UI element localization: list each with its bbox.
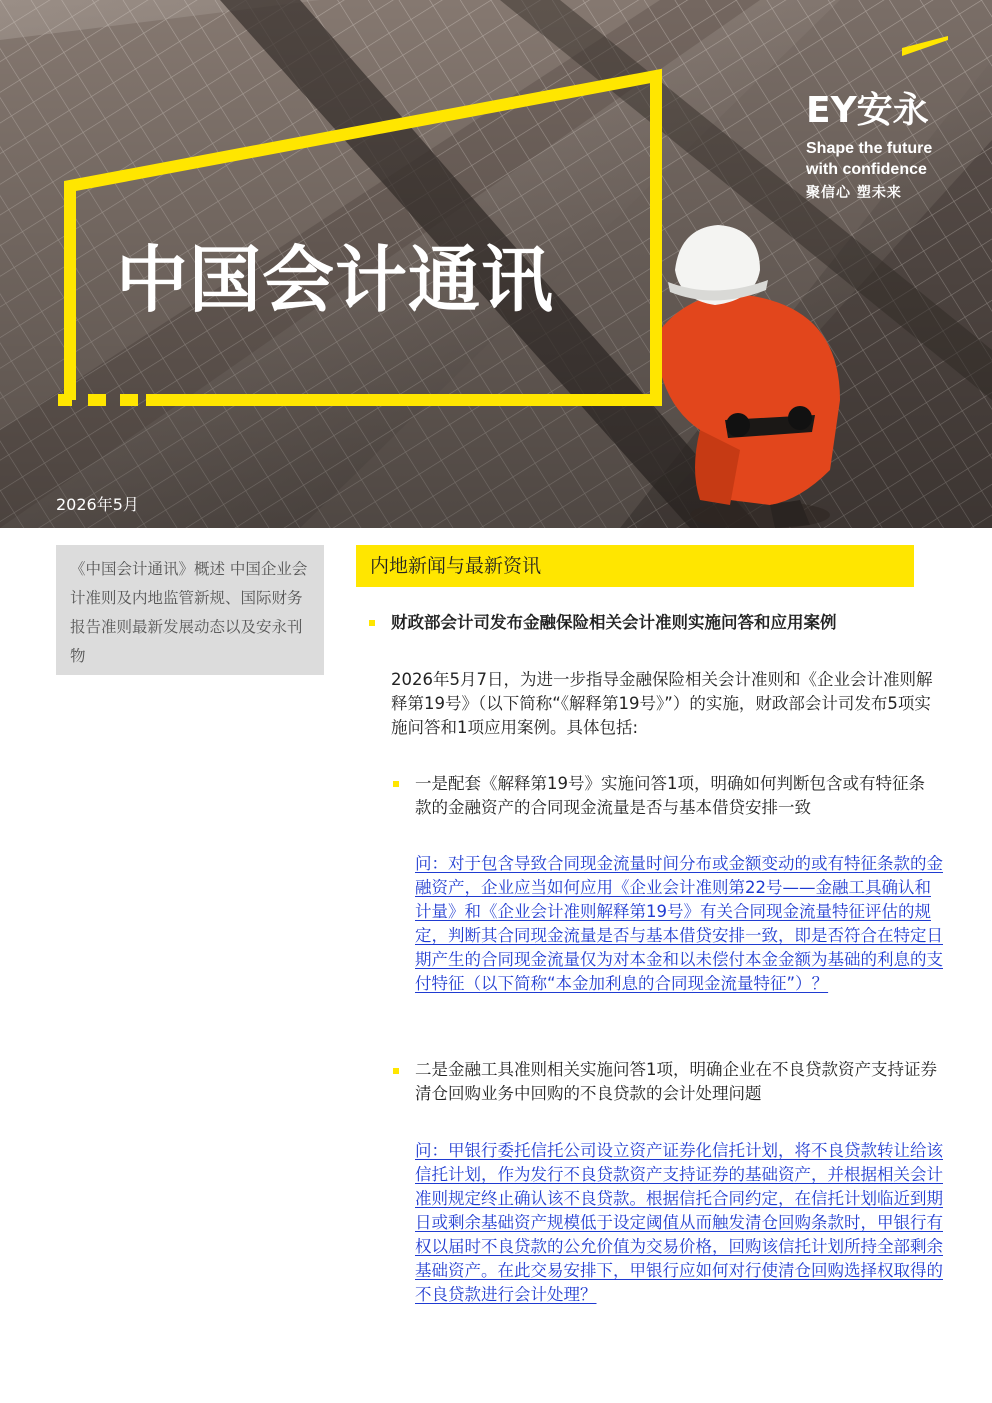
article-title: 财政部会计司发布金融保险相关会计准则实施问答和应用案例 <box>391 613 837 632</box>
cover-title: 中国会计通讯 <box>116 238 555 322</box>
ey-logo <box>806 36 956 206</box>
tagline-line-1: Shape the future <box>806 140 933 157</box>
section-header <box>356 545 914 587</box>
brand-tagline-cn: 聚信心 塑未来 <box>806 185 902 201</box>
item-2-text: 二是金融工具准则相关实施问答1项，明确企业在不良贷款资产支持证券清仓回购业务中回购的不良贷款的会计处理问题 <box>415 1060 937 1103</box>
tagline-line-2: with confidence <box>806 161 927 178</box>
bullet-marker <box>369 620 375 626</box>
cover-hero <box>0 0 992 528</box>
item-1-question-link[interactable]: 问：对于包含导致合同现金流量时间分布或金额变动的或有特征条款的金融资产，企业应当如何应用《企业会计准则第22号——金融工具确认和计量》和《企业会计准则解释第19号》有关合同现金流量特征评估的规定，判断其合同现金流量是否与基本借贷安排一致，即是否符合在特定日期产生的合同现金流量仅为对本金和以未偿付本金金额为基础的利息的支付特征（以下简称“本金加利息的合同现金流量特征”）？ <box>415 854 943 993</box>
ey-logo-mark <box>806 36 956 126</box>
brand-tagline <box>806 138 932 180</box>
bullet-marker <box>393 1068 399 1074</box>
article-body: 2026年5月7日，为进一步指导金融保险相关会计准则和《企业会计准则解释第19号》（以下简称“《解释第19号》”）的实施，财政部会计司发布5项实施问答和1项应用案例。具体包括: <box>391 670 933 737</box>
section-title: 内地新闻与最新资讯 <box>370 555 542 577</box>
item-2-question-link[interactable]: 问：甲银行委托信托公司设立资产证券化信托计划，将不良贷款转让给该信托计划，作为发行不良贷款资产支持证券的基础资产，并根据相关会计准则规定终止确认该不良贷款。根据信托合同约定，在信托计划临近到期日或剩余基础资产规模低于设定阈值从而触发清仓回购条款时，甲银行有权以届时不良贷款的公允价值为交易价格，回购该信托计划所持全部剩余基础资产。在此交易安排下，甲银行应如何对行使清仓回购选择权取得的不良贷款进行会计处理？ <box>415 1141 943 1304</box>
item-1-text: 一是配套《解释第19号》实施问答1项，明确如何判断包含或有特征条款的金融资产的合同现金流量是否与基本借贷安排一致 <box>415 774 925 817</box>
bullet-marker <box>393 781 399 787</box>
intro-box: 《中国会计通讯》概述 中国企业会计准则及内地监管新规、国际财务报告准则最新发展动态以及安永刊物 <box>56 545 324 675</box>
issue-date: 2026年5月 <box>56 495 139 514</box>
ey-logo-text: EY安永 <box>806 90 929 126</box>
